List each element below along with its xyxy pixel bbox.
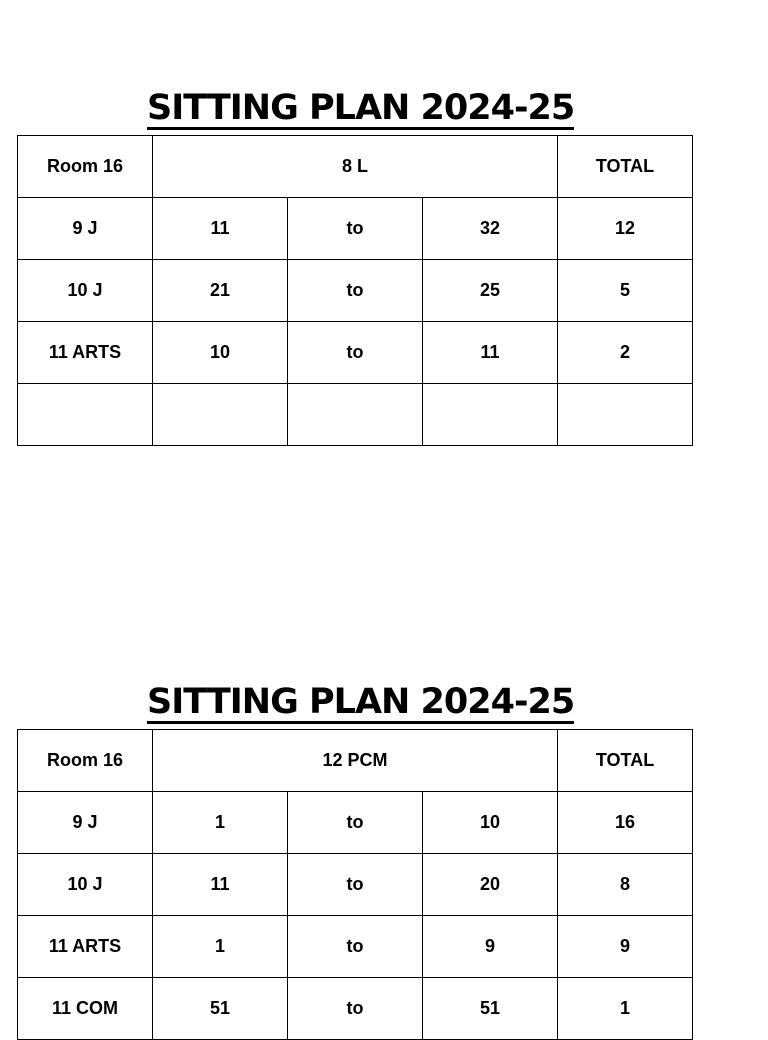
to-cell: to xyxy=(288,978,423,1040)
table-header-row xyxy=(18,730,693,792)
roll-till-cell xyxy=(423,384,558,446)
to-cell: to xyxy=(288,854,423,916)
total-cell: 8 xyxy=(558,854,693,916)
to-cell: to xyxy=(288,198,423,260)
section-cell: 9 J xyxy=(18,792,153,854)
plan-title xyxy=(147,86,575,130)
total-header: TOTAL xyxy=(558,730,693,792)
roll-till-cell: 32 xyxy=(423,198,558,260)
section-cell: 9 J xyxy=(18,198,153,260)
roll-from-cell: 11 xyxy=(153,854,288,916)
table-row xyxy=(18,916,693,978)
section-cell: 11 ARTS xyxy=(18,322,153,384)
roll-from-cell: 1 xyxy=(153,916,288,978)
total-cell: 2 xyxy=(558,322,693,384)
table-row xyxy=(18,198,693,260)
roll-from-cell: 21 xyxy=(153,260,288,322)
room-label: Room 16 xyxy=(18,730,153,792)
section-cell xyxy=(18,384,153,446)
to-cell xyxy=(288,384,423,446)
roll-till-cell: 25 xyxy=(423,260,558,322)
table-header-row xyxy=(18,136,693,198)
table-row xyxy=(18,260,693,322)
sitting-plan-table xyxy=(17,135,693,446)
total-cell xyxy=(558,384,693,446)
sitting-plan-table xyxy=(17,729,693,1040)
total-cell: 16 xyxy=(558,792,693,854)
roll-from-cell: 1 xyxy=(153,792,288,854)
total-cell: 9 xyxy=(558,916,693,978)
to-cell: to xyxy=(288,322,423,384)
table-row xyxy=(18,978,693,1040)
room-label: Room 16 xyxy=(18,136,153,198)
plan-title xyxy=(147,680,575,724)
total-header: TOTAL xyxy=(558,136,693,198)
roll-till-cell: 9 xyxy=(423,916,558,978)
roll-till-cell: 10 xyxy=(423,792,558,854)
table-row xyxy=(18,322,693,384)
roll-till-cell: 11 xyxy=(423,322,558,384)
to-cell: to xyxy=(288,792,423,854)
roll-from-cell: 11 xyxy=(153,198,288,260)
section-cell: 11 COM xyxy=(18,978,153,1040)
section-cell: 11 ARTS xyxy=(18,916,153,978)
to-cell: to xyxy=(288,260,423,322)
to-cell: to xyxy=(288,916,423,978)
roll-till-cell: 51 xyxy=(423,978,558,1040)
total-cell: 12 xyxy=(558,198,693,260)
roll-from-cell: 10 xyxy=(153,322,288,384)
total-cell: 1 xyxy=(558,978,693,1040)
plan-title-text: SITTING PLAN 2024-25 xyxy=(147,88,575,128)
class-label: 8 L xyxy=(153,136,558,198)
plan-title-text: SITTING PLAN 2024-25 xyxy=(147,682,575,722)
table-row xyxy=(18,792,693,854)
class-label: 12 PCM xyxy=(153,730,558,792)
roll-from-cell xyxy=(153,384,288,446)
roll-till-cell: 20 xyxy=(423,854,558,916)
total-cell: 5 xyxy=(558,260,693,322)
roll-from-cell: 51 xyxy=(153,978,288,1040)
table-row-empty xyxy=(18,384,693,446)
table-row xyxy=(18,854,693,916)
section-cell: 10 J xyxy=(18,260,153,322)
section-cell: 10 J xyxy=(18,854,153,916)
